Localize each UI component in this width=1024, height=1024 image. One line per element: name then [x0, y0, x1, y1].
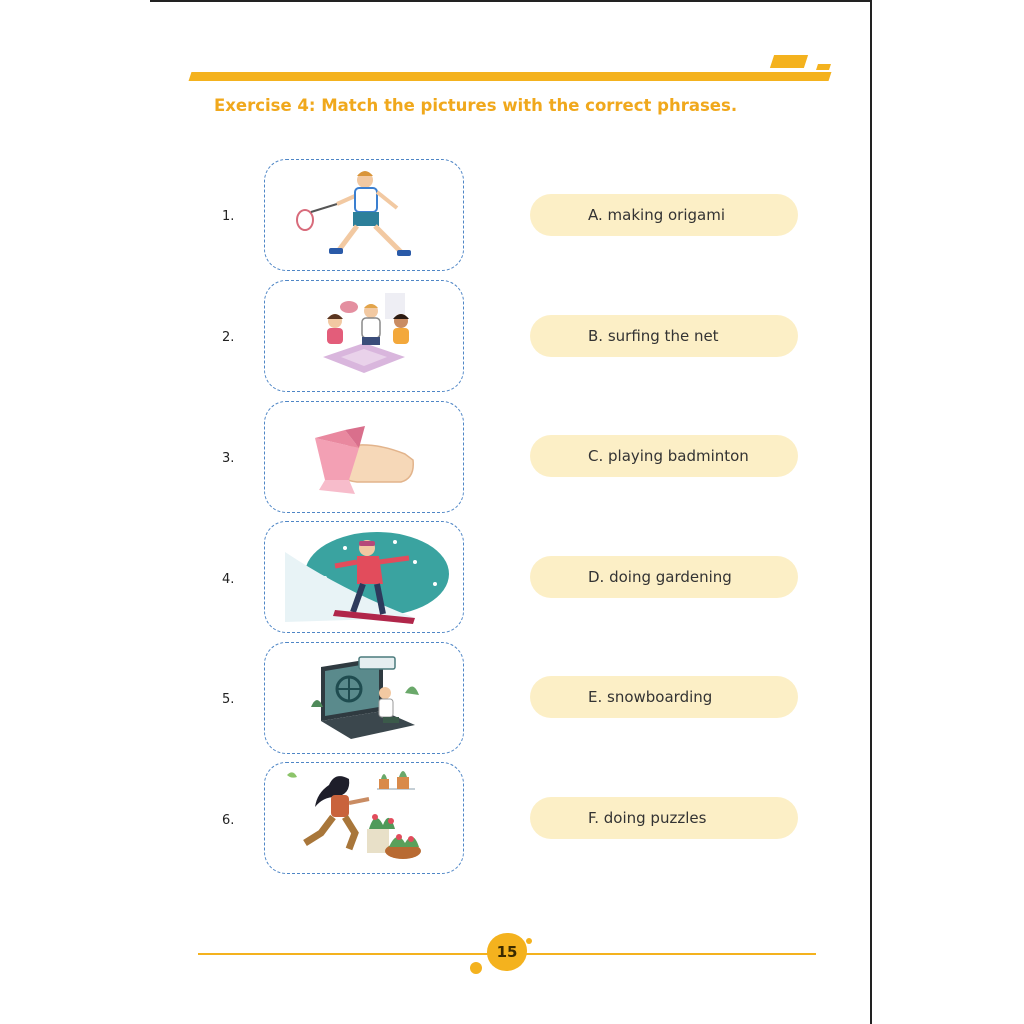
- header-bar: [190, 72, 830, 84]
- picture-box-4: [264, 521, 464, 633]
- woman-gardening-picture: [265, 763, 463, 873]
- page-edge-right: [870, 0, 872, 1024]
- header-accent-block-small: [816, 64, 831, 70]
- phrase-c: C. playing badminton: [530, 435, 798, 477]
- item-number-2: 2.: [222, 330, 235, 345]
- phrase-d: D. doing gardening: [530, 556, 798, 598]
- badminton-player-picture: [265, 160, 463, 270]
- footer-dot-small: [526, 938, 532, 944]
- item-number-3: 3.: [222, 451, 235, 466]
- item-number-6: 6.: [222, 813, 235, 828]
- picture-box-1: [264, 159, 464, 271]
- picture-box-3: [264, 401, 464, 513]
- item-number-5: 5.: [222, 692, 235, 707]
- exercise-title: Exercise 4: Match the pictures with the correct phrases.: [214, 96, 738, 115]
- picture-box-6: [264, 762, 464, 874]
- footer-dot: [470, 962, 482, 974]
- item-number-1: 1.: [222, 209, 235, 224]
- laptop-browsing-picture: [265, 643, 463, 753]
- snowboarder-picture: [265, 522, 463, 632]
- phrase-a: A. making origami: [530, 194, 798, 236]
- header-line: [189, 72, 832, 81]
- hand-folding-origami-picture: [265, 402, 463, 512]
- picture-box-5: [264, 642, 464, 754]
- page-edge-top: [150, 0, 872, 2]
- children-doing-puzzles-picture: [265, 281, 463, 391]
- picture-box-2: [264, 280, 464, 392]
- page-number: 15: [487, 933, 527, 971]
- phrase-f: F. doing puzzles: [530, 797, 798, 839]
- header-accent-block: [770, 55, 808, 68]
- phrase-b: B. surfing the net: [530, 315, 798, 357]
- phrase-e: E. snowboarding: [530, 676, 798, 718]
- item-number-4: 4.: [222, 572, 235, 587]
